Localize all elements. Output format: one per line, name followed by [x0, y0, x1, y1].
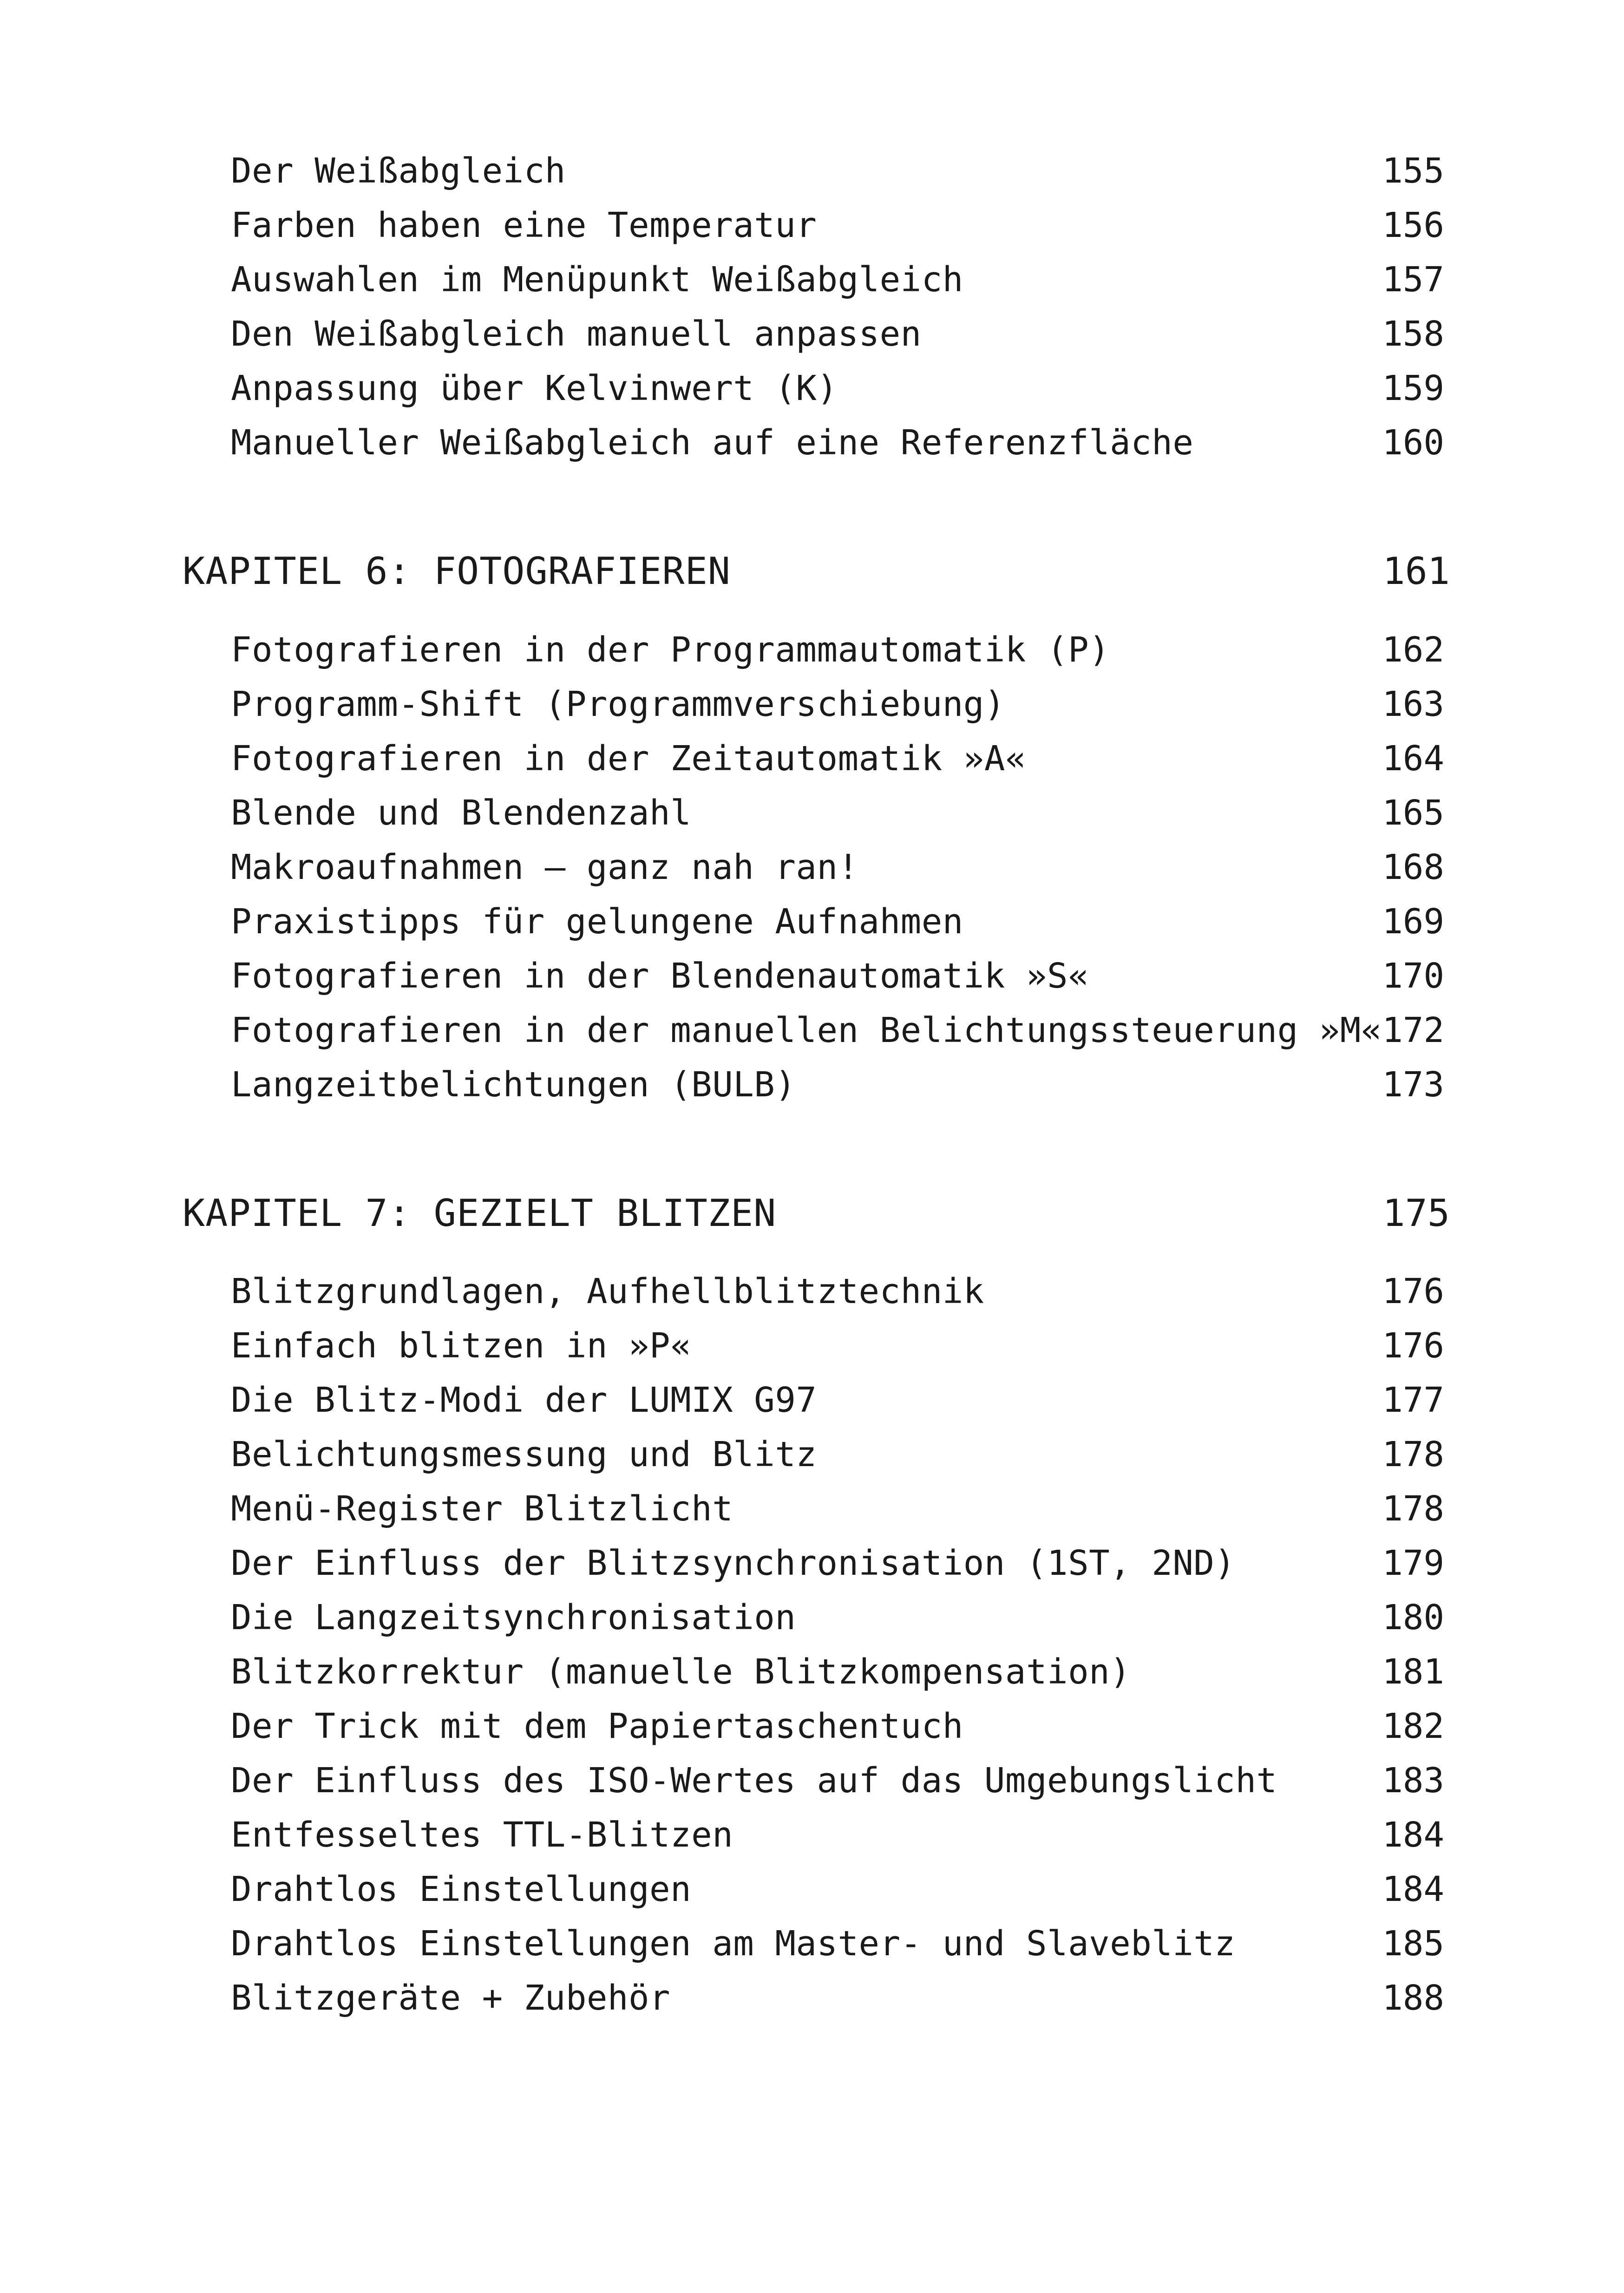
toc-entry-page: 170: [1382, 956, 1444, 996]
chapter-page: 175: [1382, 1192, 1450, 1235]
chapter-title: KAPITEL 7: GEZIELT BLITZEN: [183, 1192, 777, 1235]
toc-entry-title: Praxistipps für gelungene Aufnahmen: [231, 902, 963, 942]
toc-entry-title: Drahtlos Einstellungen am Master- und Slaveblitz: [231, 1924, 1236, 1964]
toc-entry-title: Blitzgrundlagen, Aufhellblitztechnik: [231, 1271, 984, 1311]
toc-entry[interactable]: [0, 1917, 1624, 1971]
toc-entry[interactable]: [0, 786, 1624, 840]
toc-entry-title: Blitzkorrektur (manuelle Blitzkompensation): [231, 1652, 1131, 1692]
toc-entry[interactable]: [0, 1591, 1624, 1645]
toc-entry[interactable]: [0, 1319, 1624, 1373]
chapter-page: 161: [1382, 550, 1450, 593]
toc-entry-page: 180: [1382, 1598, 1444, 1638]
toc-entry-title: Farben haben eine Temperatur: [231, 205, 817, 245]
chapter-title: KAPITEL 6: FOTOGRAFIEREN: [183, 550, 731, 593]
toc-entry-title: Menü-Register Blitzlicht: [231, 1489, 733, 1529]
toc-entry-page: 172: [1382, 1010, 1444, 1050]
toc-entry[interactable]: [0, 1645, 1624, 1699]
toc-entry[interactable]: [0, 1699, 1624, 1754]
toc-entry-page: 182: [1382, 1706, 1444, 1746]
toc-entry[interactable]: [0, 253, 1624, 307]
toc-entry-page: 176: [1382, 1271, 1444, 1311]
toc-entry[interactable]: [0, 949, 1624, 1003]
toc-entry[interactable]: [0, 840, 1624, 895]
toc-entry[interactable]: [0, 1373, 1624, 1428]
toc-entry[interactable]: [0, 677, 1624, 732]
toc-entry-page: 157: [1382, 260, 1444, 300]
toc-entry-title: Programm-Shift (Programmverschiebung): [231, 684, 1005, 724]
toc-entry[interactable]: [0, 1536, 1624, 1591]
toc-entry-title: Der Einfluss der Blitzsynchronisation (1ST, 2ND): [231, 1543, 1236, 1583]
toc-entry-page: 185: [1382, 1924, 1444, 1964]
toc-entry-title: Einfach blitzen in »P«: [231, 1326, 692, 1366]
toc-entry[interactable]: [0, 1808, 1624, 1862]
toc-entry[interactable]: [0, 1264, 1624, 1319]
toc-entry-title: Der Einfluss des ISO-Wertes auf das Umgebungslicht: [231, 1761, 1277, 1801]
toc-entry[interactable]: [0, 307, 1624, 361]
toc-entry-title: Fotografieren in der manuellen Belichtungssteuerung »M«: [231, 1010, 1382, 1050]
toc-entry-title: Der Trick mit dem Papiertaschentuch: [231, 1706, 963, 1746]
toc-entry-page: 159: [1382, 368, 1444, 408]
toc-entry-title: Belichtungsmessung und Blitz: [231, 1435, 817, 1474]
toc-entry-page: 181: [1382, 1652, 1444, 1692]
toc-entry[interactable]: [0, 1003, 1624, 1058]
toc-entry-page: 162: [1382, 630, 1444, 670]
toc-entry-page: 164: [1382, 739, 1444, 779]
toc-entry-page: 183: [1382, 1761, 1444, 1801]
toc-entry-page: 179: [1382, 1543, 1444, 1583]
toc-entry[interactable]: [0, 623, 1624, 677]
toc-entry-title: Manueller Weißabgleich auf eine Referenzfläche: [231, 423, 1194, 463]
toc-entry[interactable]: [0, 144, 1624, 198]
toc-entry-title: Blende und Blendenzahl: [231, 793, 692, 833]
toc-entry-page: 168: [1382, 847, 1444, 887]
toc-entry-page: 176: [1382, 1326, 1444, 1366]
toc-entry[interactable]: [0, 198, 1624, 253]
toc-entry-page: 169: [1382, 902, 1444, 942]
toc-entry-title: Fotografieren in der Zeitautomatik »A«: [231, 739, 1026, 779]
toc-entry-page: 160: [1382, 423, 1444, 463]
toc-entry[interactable]: [0, 1754, 1624, 1808]
toc-entry-page: 178: [1382, 1435, 1444, 1474]
toc-entry-title: Anpassung über Kelvinwert (K): [231, 368, 838, 408]
toc-entry[interactable]: [0, 1971, 1624, 2025]
chapter-heading[interactable]: [0, 1183, 1624, 1244]
toc-entry-page: 184: [1382, 1815, 1444, 1855]
toc-entry-page: 163: [1382, 684, 1444, 724]
toc-entry-title: Die Blitz-Modi der LUMIX G97: [231, 1380, 817, 1420]
toc-entry-page: 158: [1382, 314, 1444, 354]
toc-entry-page: 177: [1382, 1380, 1444, 1420]
toc-entry-title: Auswahlen im Menüpunkt Weißabgleich: [231, 260, 963, 300]
toc-entry-page: 188: [1382, 1978, 1444, 2018]
toc-entry-title: Der Weißabgleich: [231, 151, 566, 191]
toc-entry-title: Blitzgeräte + Zubehör: [231, 1978, 671, 2018]
toc-entry-title: Den Weißabgleich manuell anpassen: [231, 314, 922, 354]
toc-entry-page: 184: [1382, 1869, 1444, 1909]
toc-entry[interactable]: [0, 895, 1624, 949]
toc-entry-title: Drahtlos Einstellungen: [231, 1869, 692, 1909]
toc-entry-title: Fotografieren in der Programmautomatik (P): [231, 630, 1110, 670]
toc-entry[interactable]: [0, 361, 1624, 416]
toc-entry-page: 178: [1382, 1489, 1444, 1529]
toc-entry[interactable]: [0, 1058, 1624, 1112]
toc-entry[interactable]: [0, 1482, 1624, 1536]
toc-entry[interactable]: [0, 1862, 1624, 1917]
toc-entry-title: Langzeitbelichtungen (BULB): [231, 1065, 796, 1105]
toc-entry[interactable]: [0, 1428, 1624, 1482]
toc-entry-page: 165: [1382, 793, 1444, 833]
toc-entry[interactable]: [0, 416, 1624, 470]
toc-entry-page: 173: [1382, 1065, 1444, 1105]
toc-entry-title: Fotografieren in der Blendenautomatik »S«: [231, 956, 1089, 996]
toc-entry-title: Entfesseltes TTL-Blitzen: [231, 1815, 733, 1855]
toc-entry-title: Die Langzeitsynchronisation: [231, 1598, 796, 1638]
chapter-heading[interactable]: [0, 541, 1624, 602]
toc-entry-page: 156: [1382, 205, 1444, 245]
toc-entry[interactable]: [0, 732, 1624, 786]
toc-entry-page: 155: [1382, 151, 1444, 191]
toc-entry-title: Makroaufnahmen – ganz nah ran!: [231, 847, 859, 887]
